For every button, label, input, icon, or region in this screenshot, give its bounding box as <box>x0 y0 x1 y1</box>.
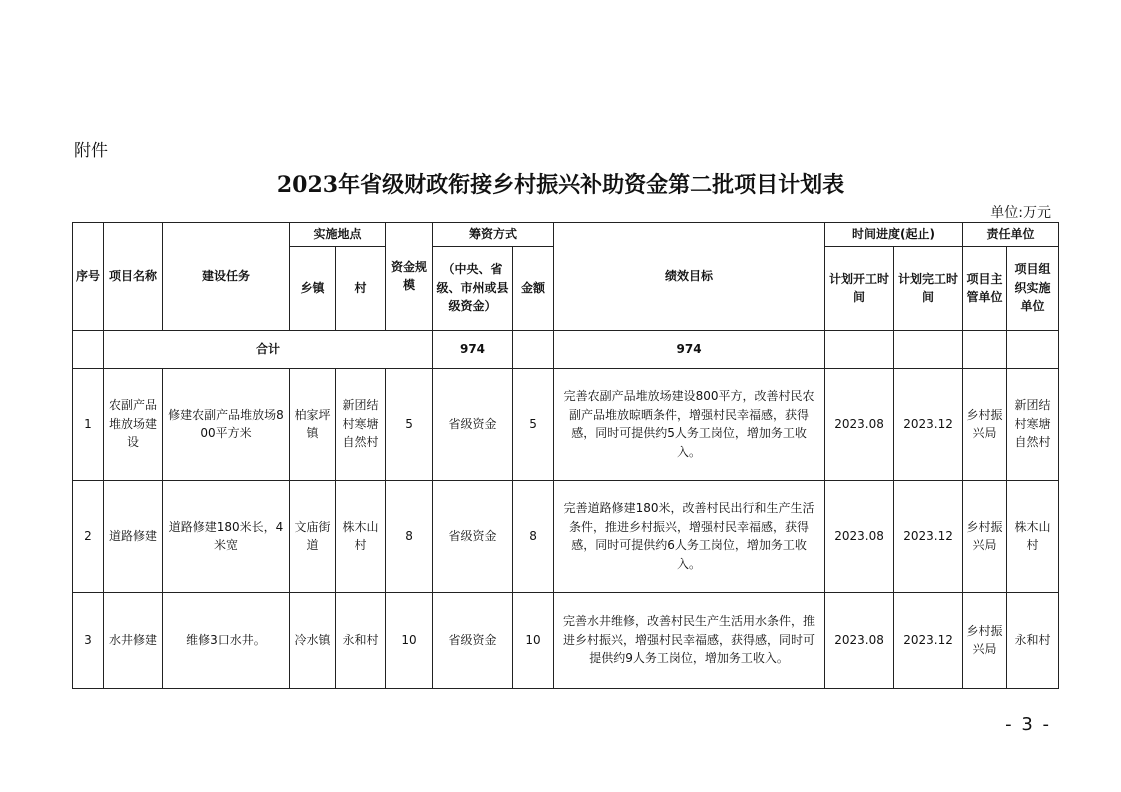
row-funding-source: 省级资金 <box>433 368 513 480</box>
header-goal: 绩效目标 <box>554 223 825 331</box>
row-fund-scale: 10 <box>386 592 433 688</box>
row-task: 维修3口水井。 <box>163 592 290 688</box>
header-fund-scale: 资金规模 <box>386 223 433 331</box>
header-start-time: 计划开工时间 <box>825 246 894 330</box>
row-start-time: 2023.08 <box>825 480 894 592</box>
row-supervisor: 乡村振兴局 <box>963 592 1007 688</box>
total-amount: 974 <box>554 330 825 368</box>
row-organizer: 株木山村 <box>1007 480 1059 592</box>
row-project-name: 农副产品堆放场建设 <box>104 368 163 480</box>
row-goal: 完善水井维修，改善村民生产生活用水条件，推进乡村振兴，增强村民幸福感，获得感，同时可提供约9人务工岗位，增加务工收入。 <box>554 592 825 688</box>
header-amount: 金额 <box>513 246 554 330</box>
total-supervisor-cell <box>1007 330 1059 368</box>
table-row <box>73 592 1059 688</box>
header-town: 乡镇 <box>290 246 336 330</box>
row-supervisor: 乡村振兴局 <box>963 368 1007 480</box>
total-seq-cell <box>73 330 104 368</box>
row-seq: 3 <box>73 592 104 688</box>
project-plan-table <box>72 222 1059 689</box>
row-project-name: 水井修建 <box>104 592 163 688</box>
row-village: 株木山村 <box>336 480 386 592</box>
header-funding-group: 筹资方式 <box>433 223 554 247</box>
row-end-time: 2023.12 <box>894 368 963 480</box>
header-row-1 <box>73 223 1059 247</box>
row-supervisor: 乡村振兴局 <box>963 480 1007 592</box>
row-town: 文庙街道 <box>290 480 336 592</box>
row-start-time: 2023.08 <box>825 368 894 480</box>
document-title: 2023年省级财政衔接乡村振兴补助资金第二批项目计划表 <box>276 172 845 198</box>
row-village: 新团结村寒塘自然村 <box>336 368 386 480</box>
row-amount: 10 <box>513 592 554 688</box>
page-number: - 3 - <box>1005 714 1051 735</box>
row-amount: 8 <box>513 480 554 592</box>
row-task: 修建农副产品堆放场800平方米 <box>163 368 290 480</box>
row-funding-source: 省级资金 <box>433 480 513 592</box>
table-row <box>73 480 1059 592</box>
row-town: 冷水镇 <box>290 592 336 688</box>
total-label: 合计 <box>104 330 433 368</box>
row-village: 永和村 <box>336 592 386 688</box>
row-fund-scale: 5 <box>386 368 433 480</box>
total-start-cell <box>894 330 963 368</box>
header-task: 建设任务 <box>163 223 290 331</box>
unit-label: 单位:万元 <box>990 205 1051 221</box>
header-schedule-group: 时间进度(起止) <box>825 223 963 247</box>
row-goal: 完善农副产品堆放场建设800平方，改善村民农副产品堆放晾晒条件，增强村民幸福感，获得感，同时可提供约5人务工岗位，增加务工收入。 <box>554 368 825 480</box>
header-funding-source: （中央、省级、市州或县级资金） <box>433 246 513 330</box>
header-village: 村 <box>336 246 386 330</box>
total-goal-cell <box>825 330 894 368</box>
row-organizer: 永和村 <box>1007 592 1059 688</box>
total-source-cell <box>513 330 554 368</box>
total-fund-scale: 974 <box>433 330 513 368</box>
row-project-name: 道路修建 <box>104 480 163 592</box>
row-amount: 5 <box>513 368 554 480</box>
row-funding-source: 省级资金 <box>433 592 513 688</box>
row-seq: 1 <box>73 368 104 480</box>
row-fund-scale: 8 <box>386 480 433 592</box>
header-supervisor: 项目主管单位 <box>963 246 1007 330</box>
total-row <box>73 330 1059 368</box>
table-row <box>73 368 1059 480</box>
row-seq: 2 <box>73 480 104 592</box>
header-project-name: 项目名称 <box>104 223 163 331</box>
row-task: 道路修建180米长，4米宽 <box>163 480 290 592</box>
header-location-group: 实施地点 <box>290 223 386 247</box>
total-end-cell <box>963 330 1007 368</box>
row-end-time: 2023.12 <box>894 592 963 688</box>
row-town: 柏家坪镇 <box>290 368 336 480</box>
header-end-time: 计划完工时间 <box>894 246 963 330</box>
row-organizer: 新团结村寒塘自然村 <box>1007 368 1059 480</box>
header-organizer: 项目组织实施单位 <box>1007 246 1059 330</box>
row-goal: 完善道路修建180米，改善村民出行和生产生活条件，推进乡村振兴，增强村民幸福感，获得感，同时可提供约6人务工岗位，增加务工收入。 <box>554 480 825 592</box>
attachment-label: 附件 <box>74 141 108 161</box>
header-responsibility-group: 责任单位 <box>963 223 1059 247</box>
header-seq: 序号 <box>73 223 104 331</box>
row-end-time: 2023.12 <box>894 480 963 592</box>
row-start-time: 2023.08 <box>825 592 894 688</box>
